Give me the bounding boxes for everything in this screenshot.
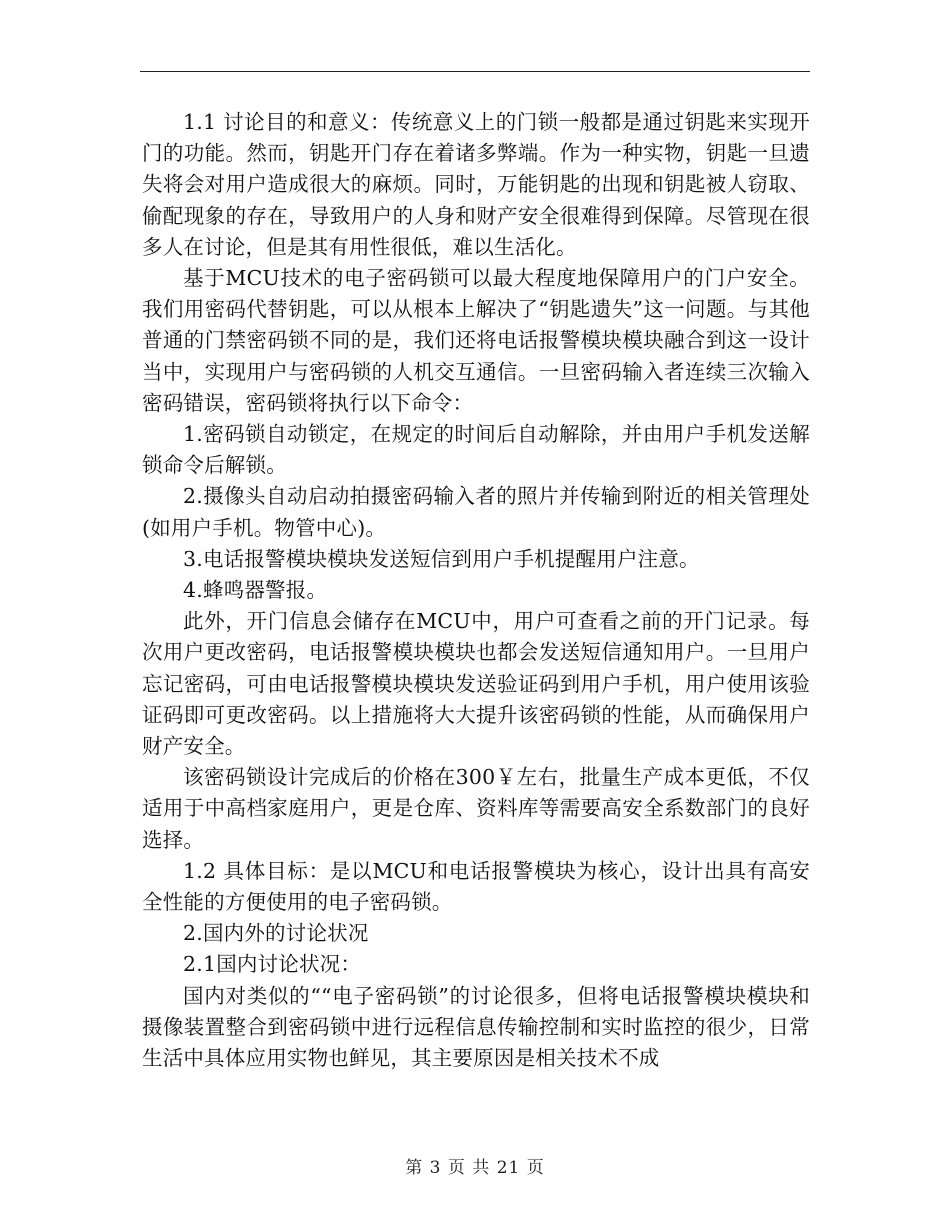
document-body [142, 107, 810, 1074]
paragraph-mcu-lock: 基于MCU技术的电子密码锁可以最大程度地保障用户的门户安全。我们用密码代替钥匙，可以从根本上解决了“钥匙遗失”这一问题。与其他普通的门禁密码锁不同的是，我们还将电话报警模块模块融合到这一设计当中，实现用户与密码锁的人机交互通信。一旦密码输入者连续三次输入密码错误，密码锁将执行以下命令： [142, 266, 810, 415]
paragraph-goal: 1.2 具体目标：是以MCU和电话报警模块为核心，设计出具有高安全性能的方便使用的电子密码锁。 [142, 858, 810, 915]
section-heading-research-status: 2.国内外的讨论状况 [183, 921, 369, 946]
list-item-4: 4.蜂鸣器警报。 [183, 578, 328, 603]
list-item-3: 3.电话报警模块模块发送短信到用户手机提醒用户注意。 [183, 546, 700, 571]
paragraph-records: 此外，开门信息会储存在MCU中，用户可查看之前的开门记录。每次用户更改密码，电话报警模块模块也都会发送短信通知用户。一旦用户忘记密码，可由电话报警模块模块发送验证码到用户手机，用户使用该验证码即可更改密码。以上措施将大大提升该密码锁的性能，从而确保用户财产安全。 [142, 609, 810, 759]
paragraph-domestic-status: 国内对类似的““电子密码锁”的讨论很多，但将电话报警模块模块和摄像装置整合到密码锁中进行远程信息传输控制和实时监控的很少，日常生活中具体应用实物也鲜见，其主要原因是相关技术不成 [142, 983, 810, 1071]
header-rule [140, 71, 810, 72]
page-number: 第 3 页 共 21 页 [405, 1158, 545, 1178]
subsection-heading-domestic: 2.1国内讨论状况： [183, 952, 362, 977]
paragraph-price: 该密码锁设计完成后的价格在300￥左右，批量生产成本更低，不仅适用于中高档家庭用户，更是仓库、资料库等需要高安全系数部门的良好选择。 [142, 765, 810, 852]
paragraph-purpose: 1.1 讨论目的和意义：传统意义上的门锁一般都是通过钥匙来实现开门的功能。然而，钥匙开门存在着诸多弊端。作为一种实物，钥匙一旦遗失将会对用户造成很大的麻烦。同时，万能钥匙的出现和钥匙被人窃取、偷配现象的存在，导致用户的人身和财产安全很难得到保障。尽管现在很多人在讨论，但是其有用性很低，难以生活化。 [142, 110, 810, 259]
list-item-1: 1.密码锁自动锁定，在规定的时间后自动解除，并由用户手机发送解锁命令后解锁。 [142, 422, 810, 478]
list-item-2: 2.摄像头自动启动拍摄密码输入者的照片并传输到附近的相关管理处(如用户手机。物管中心)。 [142, 484, 810, 540]
